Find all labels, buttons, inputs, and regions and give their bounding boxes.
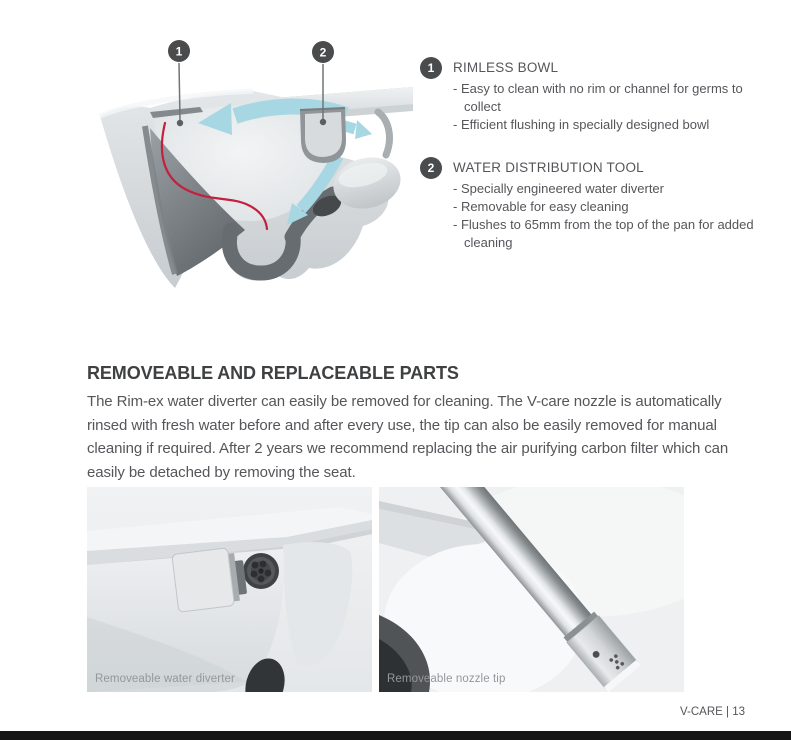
photo-row	[87, 487, 684, 692]
svg-text:1: 1	[175, 44, 183, 59]
feature-2-bullet: - Specially engineered water diverter	[453, 181, 664, 196]
seat-edge	[378, 112, 389, 155]
photo-nozzle-tip	[379, 487, 684, 692]
feature-2-title: WATER DISTRIBUTION TOOL	[453, 160, 644, 175]
diverter-inlet	[243, 553, 279, 589]
photo-water-diverter	[87, 487, 372, 692]
water-diverter-photo-illustration	[87, 487, 372, 692]
bottom-bar	[0, 731, 791, 740]
feature-2-number-badge: 2	[420, 157, 442, 179]
feature-1-number-badge: 1	[420, 57, 442, 79]
photo-caption: Removeable water diverter	[95, 673, 235, 685]
section-body-text: The Rim-ex water diverter can easily be removed for cleaning. The V-care nozzle is automatically rinsed with fresh water before and after every use, the tip can also be easily removed for manual cleaning if required. After 2 years we recommend replacing the air purifying carbon filter which can easily be detached by removing the seat.	[87, 393, 729, 481]
feature-water-distribution-tool	[420, 157, 756, 252]
photo-caption: Removeable nozzle tip	[387, 673, 506, 685]
page-number: V-CARE | 13	[680, 706, 745, 718]
feature-list	[420, 57, 756, 275]
feature-1-title: RIMLESS BOWL	[453, 60, 559, 75]
nozzle-tip-photo-illustration	[379, 487, 684, 692]
feature-2-bullet: - Flushes to 65mm from the top of the pan for added cleaning	[453, 217, 754, 250]
svg-text:2: 2	[319, 45, 327, 60]
feature-1-bullet: - Efficient flushing in specially designed bowl	[453, 117, 710, 132]
feature-rimless-bowl	[420, 57, 756, 134]
section-heading: REMOVEABLE AND REPLACEABLE PARTS	[87, 363, 459, 383]
feature-2-bullet: - Removable for easy cleaning	[453, 199, 629, 214]
toilet-cutaway-diagram	[95, 28, 415, 330]
feature-1-bullet: - Easy to clean with no rim or channel for germs to collect	[453, 81, 743, 114]
